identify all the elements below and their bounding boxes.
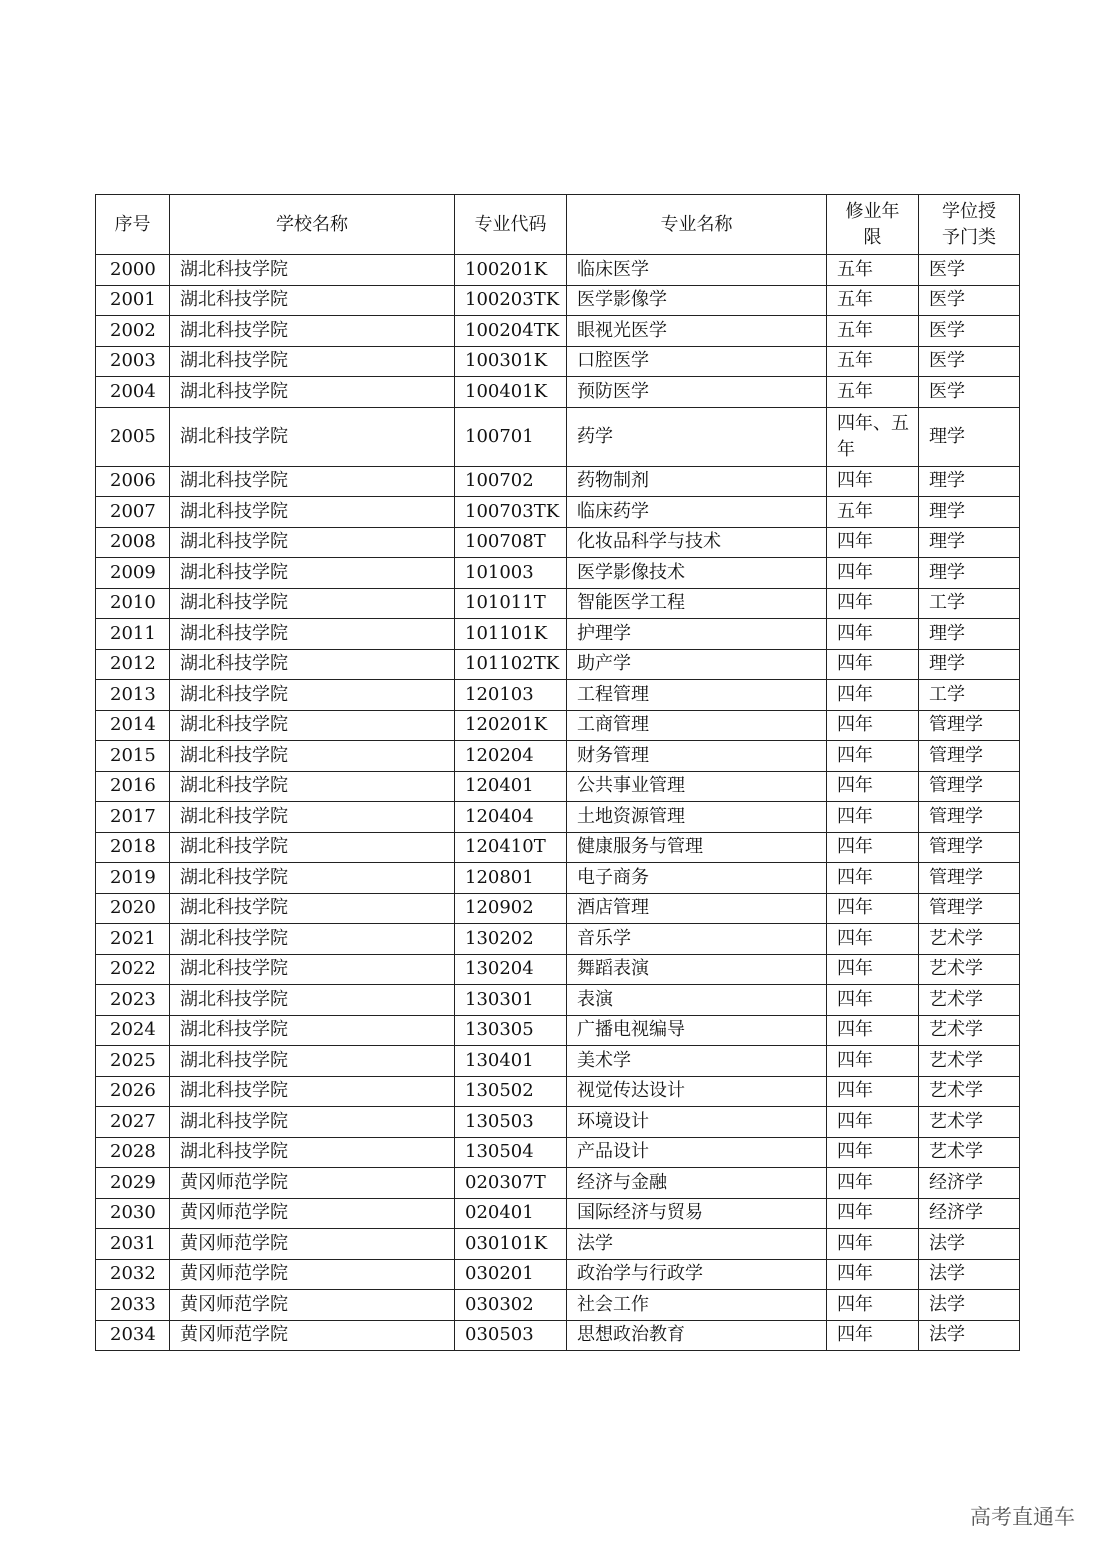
cell-degree: 艺术学 — [919, 985, 1020, 1016]
cell-degree: 理学 — [919, 619, 1020, 650]
table-row — [96, 863, 1020, 894]
cell-school: 湖北科技学院 — [170, 1015, 455, 1046]
cell-major: 药物制剂 — [567, 466, 827, 497]
cell-major: 医学影像学 — [567, 285, 827, 316]
cell-degree: 管理学 — [919, 893, 1020, 924]
cell-school: 湖北科技学院 — [170, 771, 455, 802]
cell-school: 湖北科技学院 — [170, 558, 455, 589]
table-row — [96, 741, 1020, 772]
table-row — [96, 558, 1020, 589]
cell-school: 黄冈师范学院 — [170, 1168, 455, 1199]
cell-major: 护理学 — [567, 619, 827, 650]
cell-duration: 四年 — [827, 985, 919, 1016]
cell-school: 湖北科技学院 — [170, 680, 455, 711]
cell-duration: 四年 — [827, 1259, 919, 1290]
cell-code: 100701 — [455, 407, 567, 466]
cell-school: 湖北科技学院 — [170, 1046, 455, 1077]
header-index: 序号 — [96, 195, 170, 255]
cell-degree: 医学 — [919, 316, 1020, 347]
cell-degree: 理学 — [919, 466, 1020, 497]
cell-index: 2031 — [96, 1229, 170, 1260]
table-row — [96, 1137, 1020, 1168]
table-row — [96, 771, 1020, 802]
table-row — [96, 924, 1020, 955]
cell-duration: 五年 — [827, 377, 919, 408]
cell-duration: 四年 — [827, 1107, 919, 1138]
cell-code: 100201K — [455, 255, 567, 286]
cell-school: 湖北科技学院 — [170, 255, 455, 286]
table-row — [96, 1290, 1020, 1321]
cell-duration: 四年 — [827, 558, 919, 589]
cell-degree: 工学 — [919, 680, 1020, 711]
cell-major: 产品设计 — [567, 1137, 827, 1168]
cell-duration: 四年 — [827, 893, 919, 924]
cell-school: 湖北科技学院 — [170, 741, 455, 772]
cell-code: 100204TK — [455, 316, 567, 347]
cell-duration: 四年 — [827, 466, 919, 497]
cell-major: 政治学与行政学 — [567, 1259, 827, 1290]
table-row — [96, 985, 1020, 1016]
cell-degree: 医学 — [919, 346, 1020, 377]
cell-duration: 四年 — [827, 527, 919, 558]
cell-code: 120902 — [455, 893, 567, 924]
cell-major: 土地资源管理 — [567, 802, 827, 833]
cell-degree: 管理学 — [919, 741, 1020, 772]
cell-duration: 五年 — [827, 346, 919, 377]
cell-code: 101011T — [455, 588, 567, 619]
cell-major: 广播电视编导 — [567, 1015, 827, 1046]
cell-school: 黄冈师范学院 — [170, 1320, 455, 1351]
cell-index: 2011 — [96, 619, 170, 650]
table-row — [96, 588, 1020, 619]
cell-major: 思想政治教育 — [567, 1320, 827, 1351]
cell-major: 临床药学 — [567, 497, 827, 528]
table-row — [96, 316, 1020, 347]
cell-index: 2023 — [96, 985, 170, 1016]
watermark: 高考直通车 — [970, 1505, 1075, 1529]
table-row — [96, 1198, 1020, 1229]
cell-degree: 艺术学 — [919, 1107, 1020, 1138]
cell-degree: 法学 — [919, 1229, 1020, 1260]
table-row — [96, 832, 1020, 863]
cell-code: 100401K — [455, 377, 567, 408]
cell-major: 眼视光医学 — [567, 316, 827, 347]
cell-code: 130502 — [455, 1076, 567, 1107]
table-row — [96, 255, 1020, 286]
cell-index: 2034 — [96, 1320, 170, 1351]
table-row — [96, 954, 1020, 985]
cell-degree: 艺术学 — [919, 1076, 1020, 1107]
cell-code: 120204 — [455, 741, 567, 772]
cell-duration: 四年 — [827, 680, 919, 711]
cell-code: 130204 — [455, 954, 567, 985]
cell-school: 湖北科技学院 — [170, 527, 455, 558]
cell-duration: 四年 — [827, 710, 919, 741]
cell-index: 2012 — [96, 649, 170, 680]
cell-school: 湖北科技学院 — [170, 1107, 455, 1138]
cell-degree: 管理学 — [919, 802, 1020, 833]
cell-index: 2019 — [96, 863, 170, 894]
cell-degree: 法学 — [919, 1259, 1020, 1290]
cell-index: 2029 — [96, 1168, 170, 1199]
cell-code: 030503 — [455, 1320, 567, 1351]
cell-code: 101101K — [455, 619, 567, 650]
cell-school: 湖北科技学院 — [170, 710, 455, 741]
cell-school: 湖北科技学院 — [170, 924, 455, 955]
cell-duration: 四年 — [827, 802, 919, 833]
cell-index: 2013 — [96, 680, 170, 711]
cell-code: 120201K — [455, 710, 567, 741]
cell-degree: 理学 — [919, 527, 1020, 558]
cell-duration: 四年 — [827, 1137, 919, 1168]
cell-index: 2003 — [96, 346, 170, 377]
cell-school: 湖北科技学院 — [170, 649, 455, 680]
cell-duration: 四年 — [827, 1290, 919, 1321]
cell-code: 120410T — [455, 832, 567, 863]
cell-index: 2009 — [96, 558, 170, 589]
cell-index: 2022 — [96, 954, 170, 985]
cell-degree: 理学 — [919, 497, 1020, 528]
cell-index: 2008 — [96, 527, 170, 558]
cell-duration: 四年 — [827, 649, 919, 680]
table-row — [96, 649, 1020, 680]
cell-code: 130305 — [455, 1015, 567, 1046]
table-row — [96, 346, 1020, 377]
cell-code: 020401 — [455, 1198, 567, 1229]
cell-code: 130401 — [455, 1046, 567, 1077]
cell-duration: 四年 — [827, 1015, 919, 1046]
cell-major: 工商管理 — [567, 710, 827, 741]
cell-index: 2028 — [96, 1137, 170, 1168]
cell-code: 130504 — [455, 1137, 567, 1168]
cell-code: 120401 — [455, 771, 567, 802]
cell-duration: 四年、五年 — [827, 407, 919, 466]
table-row — [96, 1015, 1020, 1046]
cell-degree: 艺术学 — [919, 954, 1020, 985]
majors-table — [95, 194, 1020, 1351]
header-school: 学校名称 — [170, 195, 455, 255]
cell-index: 2002 — [96, 316, 170, 347]
cell-degree: 管理学 — [919, 832, 1020, 863]
cell-school: 湖北科技学院 — [170, 863, 455, 894]
cell-code: 130301 — [455, 985, 567, 1016]
cell-degree: 理学 — [919, 558, 1020, 589]
cell-degree: 医学 — [919, 377, 1020, 408]
table-body — [96, 255, 1020, 1351]
cell-major: 美术学 — [567, 1046, 827, 1077]
cell-code: 120103 — [455, 680, 567, 711]
header-code: 专业代码 — [455, 195, 567, 255]
cell-index: 2025 — [96, 1046, 170, 1077]
cell-code: 020307T — [455, 1168, 567, 1199]
cell-code: 030302 — [455, 1290, 567, 1321]
table-row — [96, 466, 1020, 497]
cell-code: 100203TK — [455, 285, 567, 316]
cell-major: 医学影像技术 — [567, 558, 827, 589]
cell-index: 2006 — [96, 466, 170, 497]
cell-degree: 管理学 — [919, 771, 1020, 802]
cell-school: 湖北科技学院 — [170, 985, 455, 1016]
cell-degree: 工学 — [919, 588, 1020, 619]
cell-duration: 四年 — [827, 1076, 919, 1107]
table-row — [96, 619, 1020, 650]
cell-major: 表演 — [567, 985, 827, 1016]
table-row — [96, 1107, 1020, 1138]
header-major: 专业名称 — [567, 195, 827, 255]
cell-duration: 四年 — [827, 954, 919, 985]
table-row — [96, 680, 1020, 711]
table-row — [96, 893, 1020, 924]
cell-school: 湖北科技学院 — [170, 407, 455, 466]
cell-school: 黄冈师范学院 — [170, 1259, 455, 1290]
table-row — [96, 497, 1020, 528]
cell-code: 030201 — [455, 1259, 567, 1290]
cell-school: 湖北科技学院 — [170, 285, 455, 316]
cell-major: 法学 — [567, 1229, 827, 1260]
cell-code: 100708T — [455, 527, 567, 558]
cell-duration: 四年 — [827, 1198, 919, 1229]
cell-major: 工程管理 — [567, 680, 827, 711]
header-degree: 学位授予门类 — [919, 195, 1020, 255]
cell-major: 健康服务与管理 — [567, 832, 827, 863]
cell-degree: 理学 — [919, 649, 1020, 680]
cell-major: 公共事业管理 — [567, 771, 827, 802]
cell-duration: 四年 — [827, 863, 919, 894]
cell-code: 030101K — [455, 1229, 567, 1260]
cell-index: 2005 — [96, 407, 170, 466]
cell-index: 2014 — [96, 710, 170, 741]
cell-index: 2027 — [96, 1107, 170, 1138]
cell-major: 环境设计 — [567, 1107, 827, 1138]
cell-duration: 四年 — [827, 1168, 919, 1199]
cell-code: 100703TK — [455, 497, 567, 528]
cell-code: 130503 — [455, 1107, 567, 1138]
cell-school: 黄冈师范学院 — [170, 1198, 455, 1229]
cell-degree: 艺术学 — [919, 1046, 1020, 1077]
cell-major: 经济与金融 — [567, 1168, 827, 1199]
table-row — [96, 527, 1020, 558]
cell-major: 社会工作 — [567, 1290, 827, 1321]
cell-code: 100301K — [455, 346, 567, 377]
cell-school: 湖北科技学院 — [170, 588, 455, 619]
cell-degree: 法学 — [919, 1320, 1020, 1351]
cell-index: 2021 — [96, 924, 170, 955]
cell-degree: 医学 — [919, 255, 1020, 286]
cell-index: 2016 — [96, 771, 170, 802]
cell-duration: 四年 — [827, 741, 919, 772]
cell-major: 酒店管理 — [567, 893, 827, 924]
cell-school: 湖北科技学院 — [170, 497, 455, 528]
cell-duration: 四年 — [827, 1229, 919, 1260]
cell-school: 黄冈师范学院 — [170, 1290, 455, 1321]
cell-degree: 管理学 — [919, 710, 1020, 741]
cell-code: 120801 — [455, 863, 567, 894]
cell-degree: 医学 — [919, 285, 1020, 316]
cell-index: 2018 — [96, 832, 170, 863]
cell-major: 临床医学 — [567, 255, 827, 286]
cell-index: 2030 — [96, 1198, 170, 1229]
cell-index: 2015 — [96, 741, 170, 772]
cell-index: 2001 — [96, 285, 170, 316]
cell-degree: 艺术学 — [919, 1137, 1020, 1168]
cell-school: 湖北科技学院 — [170, 954, 455, 985]
cell-duration: 四年 — [827, 619, 919, 650]
cell-degree: 经济学 — [919, 1198, 1020, 1229]
table-row — [96, 802, 1020, 833]
cell-duration: 四年 — [827, 832, 919, 863]
cell-major: 助产学 — [567, 649, 827, 680]
table-row — [96, 1168, 1020, 1199]
cell-code: 100702 — [455, 466, 567, 497]
table-row — [96, 407, 1020, 466]
cell-major: 音乐学 — [567, 924, 827, 955]
cell-school: 湖北科技学院 — [170, 619, 455, 650]
cell-index: 2033 — [96, 1290, 170, 1321]
cell-major: 化妆品科学与技术 — [567, 527, 827, 558]
cell-degree: 艺术学 — [919, 924, 1020, 955]
cell-major: 药学 — [567, 407, 827, 466]
cell-index: 2007 — [96, 497, 170, 528]
table-row — [96, 377, 1020, 408]
cell-index: 2000 — [96, 255, 170, 286]
cell-code: 120404 — [455, 802, 567, 833]
cell-major: 口腔医学 — [567, 346, 827, 377]
cell-index: 2010 — [96, 588, 170, 619]
cell-school: 湖北科技学院 — [170, 377, 455, 408]
cell-index: 2004 — [96, 377, 170, 408]
cell-index: 2020 — [96, 893, 170, 924]
table-row — [96, 1259, 1020, 1290]
cell-major: 电子商务 — [567, 863, 827, 894]
cell-index: 2032 — [96, 1259, 170, 1290]
cell-degree: 管理学 — [919, 863, 1020, 894]
cell-index: 2024 — [96, 1015, 170, 1046]
cell-code: 130202 — [455, 924, 567, 955]
cell-major: 舞蹈表演 — [567, 954, 827, 985]
cell-index: 2026 — [96, 1076, 170, 1107]
cell-school: 湖北科技学院 — [170, 1137, 455, 1168]
header-duration: 修业年限 — [827, 195, 919, 255]
cell-duration: 五年 — [827, 316, 919, 347]
table-row — [96, 285, 1020, 316]
cell-school: 湖北科技学院 — [170, 832, 455, 863]
table-row — [96, 1046, 1020, 1077]
cell-code: 101102TK — [455, 649, 567, 680]
table-row — [96, 1320, 1020, 1351]
cell-degree: 法学 — [919, 1290, 1020, 1321]
cell-school: 湖北科技学院 — [170, 1076, 455, 1107]
header-row — [96, 195, 1020, 255]
cell-duration: 四年 — [827, 588, 919, 619]
cell-code: 101003 — [455, 558, 567, 589]
cell-degree: 经济学 — [919, 1168, 1020, 1199]
cell-school: 湖北科技学院 — [170, 466, 455, 497]
cell-duration: 五年 — [827, 497, 919, 528]
cell-school: 湖北科技学院 — [170, 316, 455, 347]
cell-major: 国际经济与贸易 — [567, 1198, 827, 1229]
cell-school: 湖北科技学院 — [170, 893, 455, 924]
cell-school: 湖北科技学院 — [170, 346, 455, 377]
cell-major: 视觉传达设计 — [567, 1076, 827, 1107]
cell-duration: 四年 — [827, 1320, 919, 1351]
cell-school: 湖北科技学院 — [170, 802, 455, 833]
cell-duration: 五年 — [827, 255, 919, 286]
cell-major: 智能医学工程 — [567, 588, 827, 619]
cell-degree: 艺术学 — [919, 1015, 1020, 1046]
cell-major: 预防医学 — [567, 377, 827, 408]
table-row — [96, 1229, 1020, 1260]
cell-index: 2017 — [96, 802, 170, 833]
cell-duration: 四年 — [827, 771, 919, 802]
cell-major: 财务管理 — [567, 741, 827, 772]
cell-duration: 四年 — [827, 1046, 919, 1077]
cell-school: 黄冈师范学院 — [170, 1229, 455, 1260]
cell-degree: 理学 — [919, 407, 1020, 466]
table-row — [96, 710, 1020, 741]
table-row — [96, 1076, 1020, 1107]
cell-duration: 五年 — [827, 285, 919, 316]
cell-duration: 四年 — [827, 924, 919, 955]
